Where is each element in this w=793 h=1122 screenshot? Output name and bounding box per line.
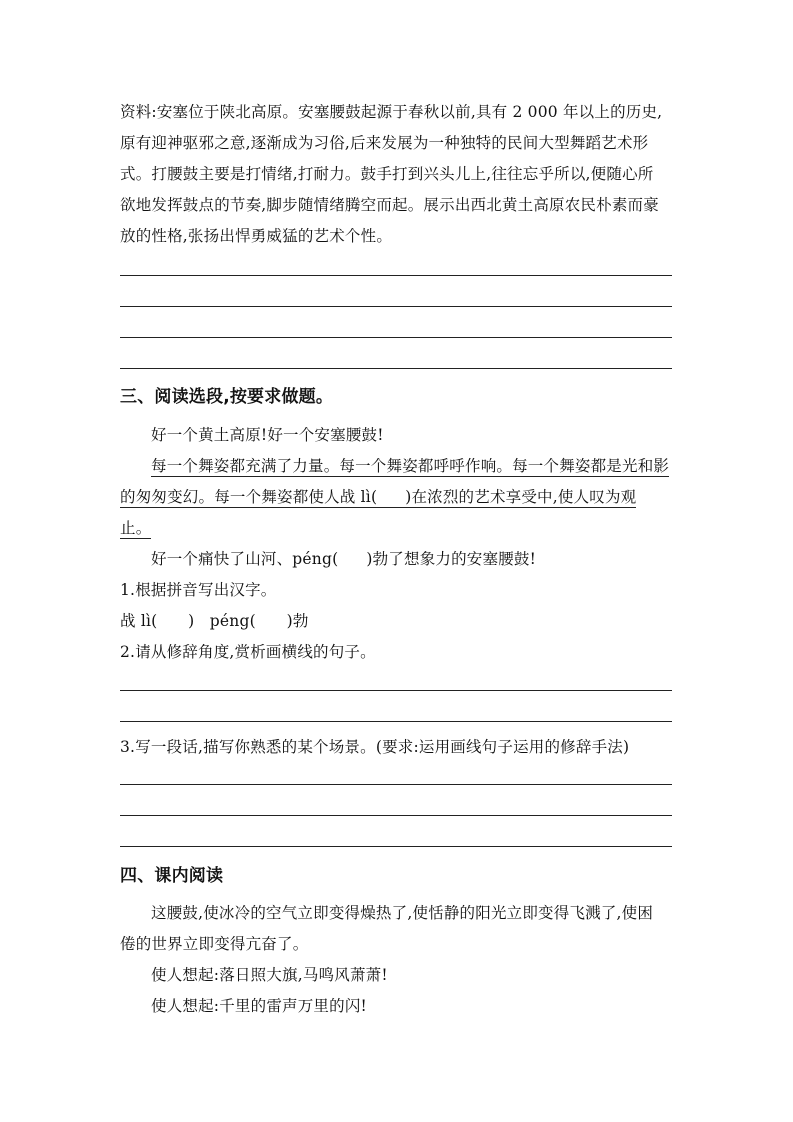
question-3: 3.写一段话,描写你熟悉的某个场景。(要求:运用画线句子运用的修辞手法) [120,738,630,756]
underlined-sentence-line-2 [120,486,675,508]
section-4-heading: 四、课内阅读 [120,866,224,886]
section-4-paragraph-1-line-2: 倦的世界立即变得亢奋了。 [120,935,309,953]
answer-line[interactable] [120,275,672,276]
underlined-text: 每一个舞姿都充满了力量。每一个舞姿都呼呼作响。每一个舞姿都是光和影 [151,457,670,475]
answer-line[interactable] [120,337,672,338]
section-3-heading: 三、阅读选段,按要求做题。 [120,387,334,407]
material-line-2: 原有迎神驱邪之意,逐渐成为习俗,后来发展为一种独特的民间大型舞蹈艺术形 [120,134,649,152]
underlined-sentence-line-3 [120,517,675,539]
answer-line[interactable] [120,306,672,307]
underlined-sentence-line-1 [151,455,675,477]
section-4-paragraph-3: 使人想起:千里的雷声万里的闪! [151,997,367,1015]
material-line-4: 欲地发挥鼓点的节奏,脚步随情绪腾空而起。展示出西北黄土高原农民朴素而豪 [120,196,659,214]
underlined-text: 止。 [120,519,152,537]
question-1-answer-blanks[interactable]: 战 lì( ) péng( )勃 [120,612,309,630]
underlined-text: 的匆匆变幻。每一个舞姿都使人战 lì( )在浓烈的艺术享受中,使人叹为观 [120,488,637,506]
answer-line[interactable] [120,846,672,847]
section-4-paragraph-1-line-1: 这腰鼓,使冰冷的空气立即变得燥热了,使恬静的阳光立即变得飞溅了,使困 [151,904,654,922]
material-line-3: 式。打腰鼓主要是打情绪,打耐力。鼓手打到兴头儿上,往往忘乎所以,便随心所 [120,165,654,183]
answer-line[interactable] [120,721,672,722]
answer-line[interactable] [120,784,672,785]
passage-paragraph-1: 好一个黄土高原!好一个安塞腰鼓! [151,426,384,444]
passage-paragraph-3: 好一个痛快了山河、péng( )勃了想象力的安塞腰鼓! [151,550,537,568]
question-1: 1.根据拼音写出汉字。 [120,581,277,599]
answer-line[interactable] [120,815,672,816]
section-4-paragraph-2: 使人想起:落日照大旗,马鸣风萧萧! [151,966,388,984]
material-line-5: 放的性格,张扬出悍勇威猛的艺术个性。 [120,227,393,245]
answer-line[interactable] [120,368,672,369]
question-2: 2.请从修辞角度,赏析画横线的句子。 [120,643,376,661]
answer-line[interactable] [120,690,672,691]
material-line-1: 资料:安塞位于陕北高原。安塞腰鼓起源于春秋以前,具有 2 000 年以上的历史, [120,103,663,121]
